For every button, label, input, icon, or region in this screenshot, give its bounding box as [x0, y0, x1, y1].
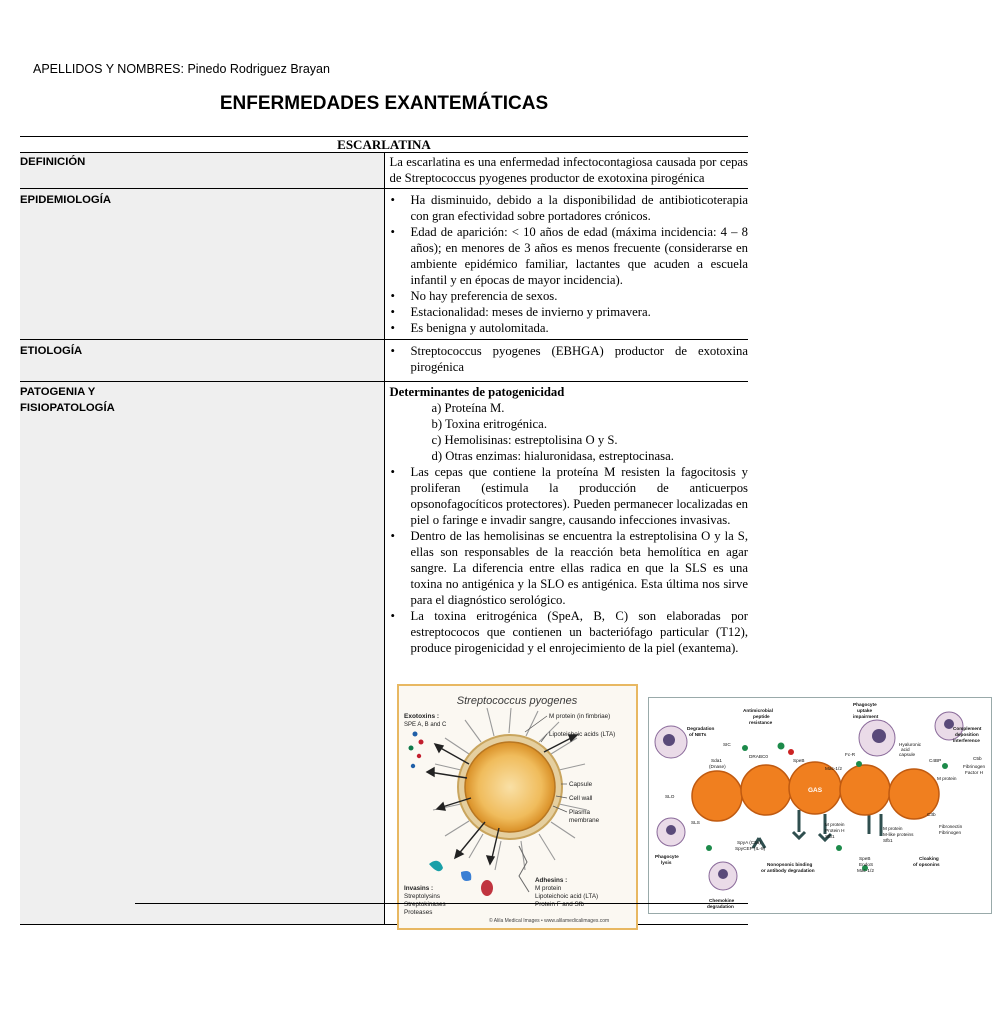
- list-item: • No hay preferencia de sexos.: [390, 288, 749, 304]
- document-title: ENFERMEDADES EXANTEMÁTICAS: [219, 93, 549, 114]
- fig1-exotoxins-text: SPE A, B and C: [403, 722, 446, 728]
- fig2-label: Cloaking: [918, 856, 939, 861]
- fig2-label: lysis: [660, 860, 671, 865]
- fig2-label: SLS: [690, 820, 700, 825]
- fig2-label: Sfb1: [824, 834, 835, 839]
- fig1-invasins-head: Invasins :: [403, 885, 433, 892]
- fig2-label: M protein: [824, 822, 845, 827]
- fig1-adhesins-head: Adhesins :: [534, 877, 567, 884]
- figure-streptococcus-pyogenes: [397, 684, 638, 930]
- fig2-label: M protein: [882, 826, 903, 831]
- fig2-label: EndoS: [858, 862, 873, 867]
- row-label-patogenia-line1: PATOGENIA Y: [20, 386, 96, 398]
- determinant-item: c) Hemolisinas: estreptolisina O y S.: [431, 433, 618, 447]
- fig2-label: C5b: [972, 756, 982, 761]
- fig2-label: Factor H: [964, 770, 983, 775]
- fig2-label: of opsonins: [912, 862, 940, 867]
- fig2-label: SpyA (C5a): [736, 840, 761, 845]
- disease-table: [20, 136, 985, 925]
- determinant-item: a) Proteína M.: [431, 401, 505, 415]
- invasin-shape: [481, 880, 493, 896]
- table-title: ESCARLATINA: [20, 137, 748, 153]
- fig2-label: SpeB: [858, 856, 870, 861]
- fig1-label: Lipoteichoic acids (LTA): [548, 731, 615, 738]
- row-label-patogenia: [20, 382, 384, 925]
- fig1-invasin: Streptolysins: [403, 893, 440, 900]
- epidemiologia-list: [390, 192, 749, 336]
- fig2-label: C4BP: [928, 758, 941, 763]
- determinant-item: b) Toxina eritrogénica.: [431, 417, 547, 431]
- fig2-label: peptide: [752, 714, 770, 719]
- table-bottom-line: [135, 903, 748, 904]
- fig2-label: Phagocyte: [852, 702, 877, 707]
- etiologia-content: [384, 340, 748, 382]
- fig2-label: Fibrinogen: [962, 764, 985, 769]
- patogenia-content: [384, 382, 985, 925]
- fig1-label: Capsule: [568, 781, 592, 788]
- fig2-label: SpeB: [792, 758, 804, 763]
- fig2-label: SLO: [664, 794, 674, 799]
- fig2-label: Fibrinogen: [938, 830, 961, 835]
- row-label-definicion: DEFINICIÓN: [20, 153, 384, 189]
- fig2-label: interference: [952, 738, 980, 743]
- determinants-heading: Determinantes de patogenicidad: [389, 385, 565, 399]
- fig2-label: Chemokine: [708, 898, 734, 903]
- invasin-shape: [429, 861, 443, 871]
- fig2-label: M-like proteins: [882, 832, 913, 837]
- fig2-label: acid: [900, 747, 910, 752]
- fig2-label: Mac-1/2: [824, 766, 842, 771]
- figures-container: [390, 684, 985, 924]
- list-item: • La toxina eritrogénica (SpeA, B, C) son elaboradas por estreptococos que contienen un bacteriófago particular (T12), produce pirogenicidad y el enrojecimiento de la piel (exantema).: [390, 608, 749, 656]
- definicion-text: La escarlatina es una enfermedad infectocontagiosa causada por cepas de Streptococcus pyogenes productor de exotoxina pirogénica: [384, 153, 748, 189]
- list-item: • Dentro de las hemolisinas se encuentra la estreptolisina O y la S, ellas son responsables de la reacción beta hemolítica en agar sangre. La diferencia entre ellas radica en que la SLS es una toxina no antigénica y la SLO es antigénica. Esta última nos sirve para el diagnóstico serológico.: [390, 528, 749, 608]
- fig1-credit: © Alila Medical Images • www.alilamedicalimages.com: [488, 918, 609, 924]
- fig1-label: M protein (in fimbriae): [548, 713, 610, 720]
- adhesin-lines: [519, 846, 529, 892]
- fig1-adhesin: M protein: [534, 885, 561, 892]
- fig1-exotoxins-head: Exotoxins :: [403, 713, 439, 720]
- exotoxin-dots: [408, 732, 423, 769]
- fig1-label: membrane: [568, 817, 599, 824]
- fig2-label: Fibronectin: [938, 824, 962, 829]
- fig2-label: C3b: [926, 812, 936, 817]
- fig2-label: SpyCEP (IL-8): [734, 846, 765, 851]
- fig2-label: DRABC0: [748, 754, 768, 759]
- receptor-shapes: [753, 810, 881, 848]
- fig2-label: or antibody degradation: [760, 868, 815, 873]
- table-row-etiologia: [20, 340, 748, 382]
- list-item: • Streptococcus pyogenes (EBHGA) productor de exotoxina pirogénica: [390, 343, 749, 375]
- table-row-patogenia: [20, 382, 748, 925]
- fig1-adhesin: Protein F and Sfb: [534, 901, 584, 908]
- fig2-label: capsule: [898, 752, 915, 757]
- cell-body: [465, 742, 555, 832]
- fig2-label: (Dnase): [708, 764, 726, 769]
- fig2-label: Complement: [952, 726, 981, 731]
- fig2-label: Hyaluronic: [898, 742, 921, 747]
- list-item: • Edad de aparición: < 10 años de edad (máxima incidencia: 4 – 8 años); en menores de 3 años es menos frecuente (considerarse en ambiente epidémico familiar, lactantes que acuden a escuela infantil y en épocas de mayor incidencia).: [390, 224, 749, 288]
- fig2-label: deposition: [954, 732, 979, 737]
- fig1-invasins: [404, 885, 446, 916]
- table-row-epidemiologia: [20, 189, 748, 340]
- list-item: • Ha disminuido, debido a la disponibilidad de antibioticoterapia con gran efectividad sobre portadores crónicos.: [390, 192, 749, 224]
- fig2-label: Nonopsonic binding: [766, 862, 812, 867]
- fig2-label: SIC: [722, 742, 731, 747]
- fig2-label: Antimicrobial: [742, 708, 773, 713]
- student-name-label: APELLIDOS Y NOMBRES:: [33, 62, 184, 76]
- fig2-label: resistance: [748, 720, 772, 725]
- list-item: • Las cepas que contiene la proteína M resisten la fagocitosis y proliferan (estimula la producción de anticuerpos opsonofagocíticos protectores). Pueden permanecer localizadas en piel o faringe e invadir sangre, causando infecciones invasivas.: [390, 464, 749, 528]
- row-label-etiologia: ETIOLOGÍA: [20, 340, 384, 382]
- gas-center-label: GAS: [807, 787, 822, 794]
- fig2-label: Phagocyte: [654, 854, 679, 859]
- fig2-label: Sda1: [710, 758, 722, 763]
- fig1-title: Streptococcus pyogenes: [456, 695, 577, 707]
- etiologia-list: [390, 343, 749, 375]
- fig2-label: impairment: [852, 714, 878, 719]
- determinant-item: d) Otras enzimas: hialuronidasa, estreptocinasa.: [431, 449, 674, 463]
- fig2-label: Protein H: [824, 828, 845, 833]
- row-label-epidemiologia: EPIDEMIOLOGÍA: [20, 189, 384, 340]
- invasin-shape: [461, 871, 471, 881]
- fig2-label: degradation: [706, 904, 734, 909]
- student-name-line: [33, 62, 330, 76]
- student-name-value: Pinedo Rodriguez Brayan: [187, 62, 330, 76]
- fig2-label: M protein: [936, 776, 957, 781]
- fig1-invasin: Proteases: [403, 909, 432, 916]
- fig1-adhesin: Lipoteichoic acid (LTA): [534, 893, 598, 900]
- table-row-definicion: [20, 153, 748, 189]
- row-label-patogenia-line2: FISIOPATOLOGÍA: [20, 402, 115, 414]
- epidemiologia-content: [384, 189, 748, 340]
- fig2-label: Degradation: [686, 726, 714, 731]
- patogenia-list: [390, 464, 749, 656]
- list-item: • Es benigna y autolomitada.: [390, 320, 749, 336]
- fig2-label: Fc-R: [844, 752, 855, 757]
- fig1-label: Plasma: [568, 809, 590, 816]
- fig1-invasin: Streptokinases: [403, 901, 446, 908]
- list-item: • Estacionalidad: meses de invierno y primavera.: [390, 304, 749, 320]
- fig2-label: of NETs: [688, 732, 706, 737]
- fig2-label: Mac-1/2: [856, 868, 874, 873]
- fig2-label: uptake: [856, 708, 872, 713]
- fig2-label: Sfb1: [882, 838, 893, 843]
- figure-gas-mechanisms: [648, 697, 992, 914]
- table-title-row: [20, 137, 748, 153]
- fig1-label: Cell wall: [568, 795, 592, 802]
